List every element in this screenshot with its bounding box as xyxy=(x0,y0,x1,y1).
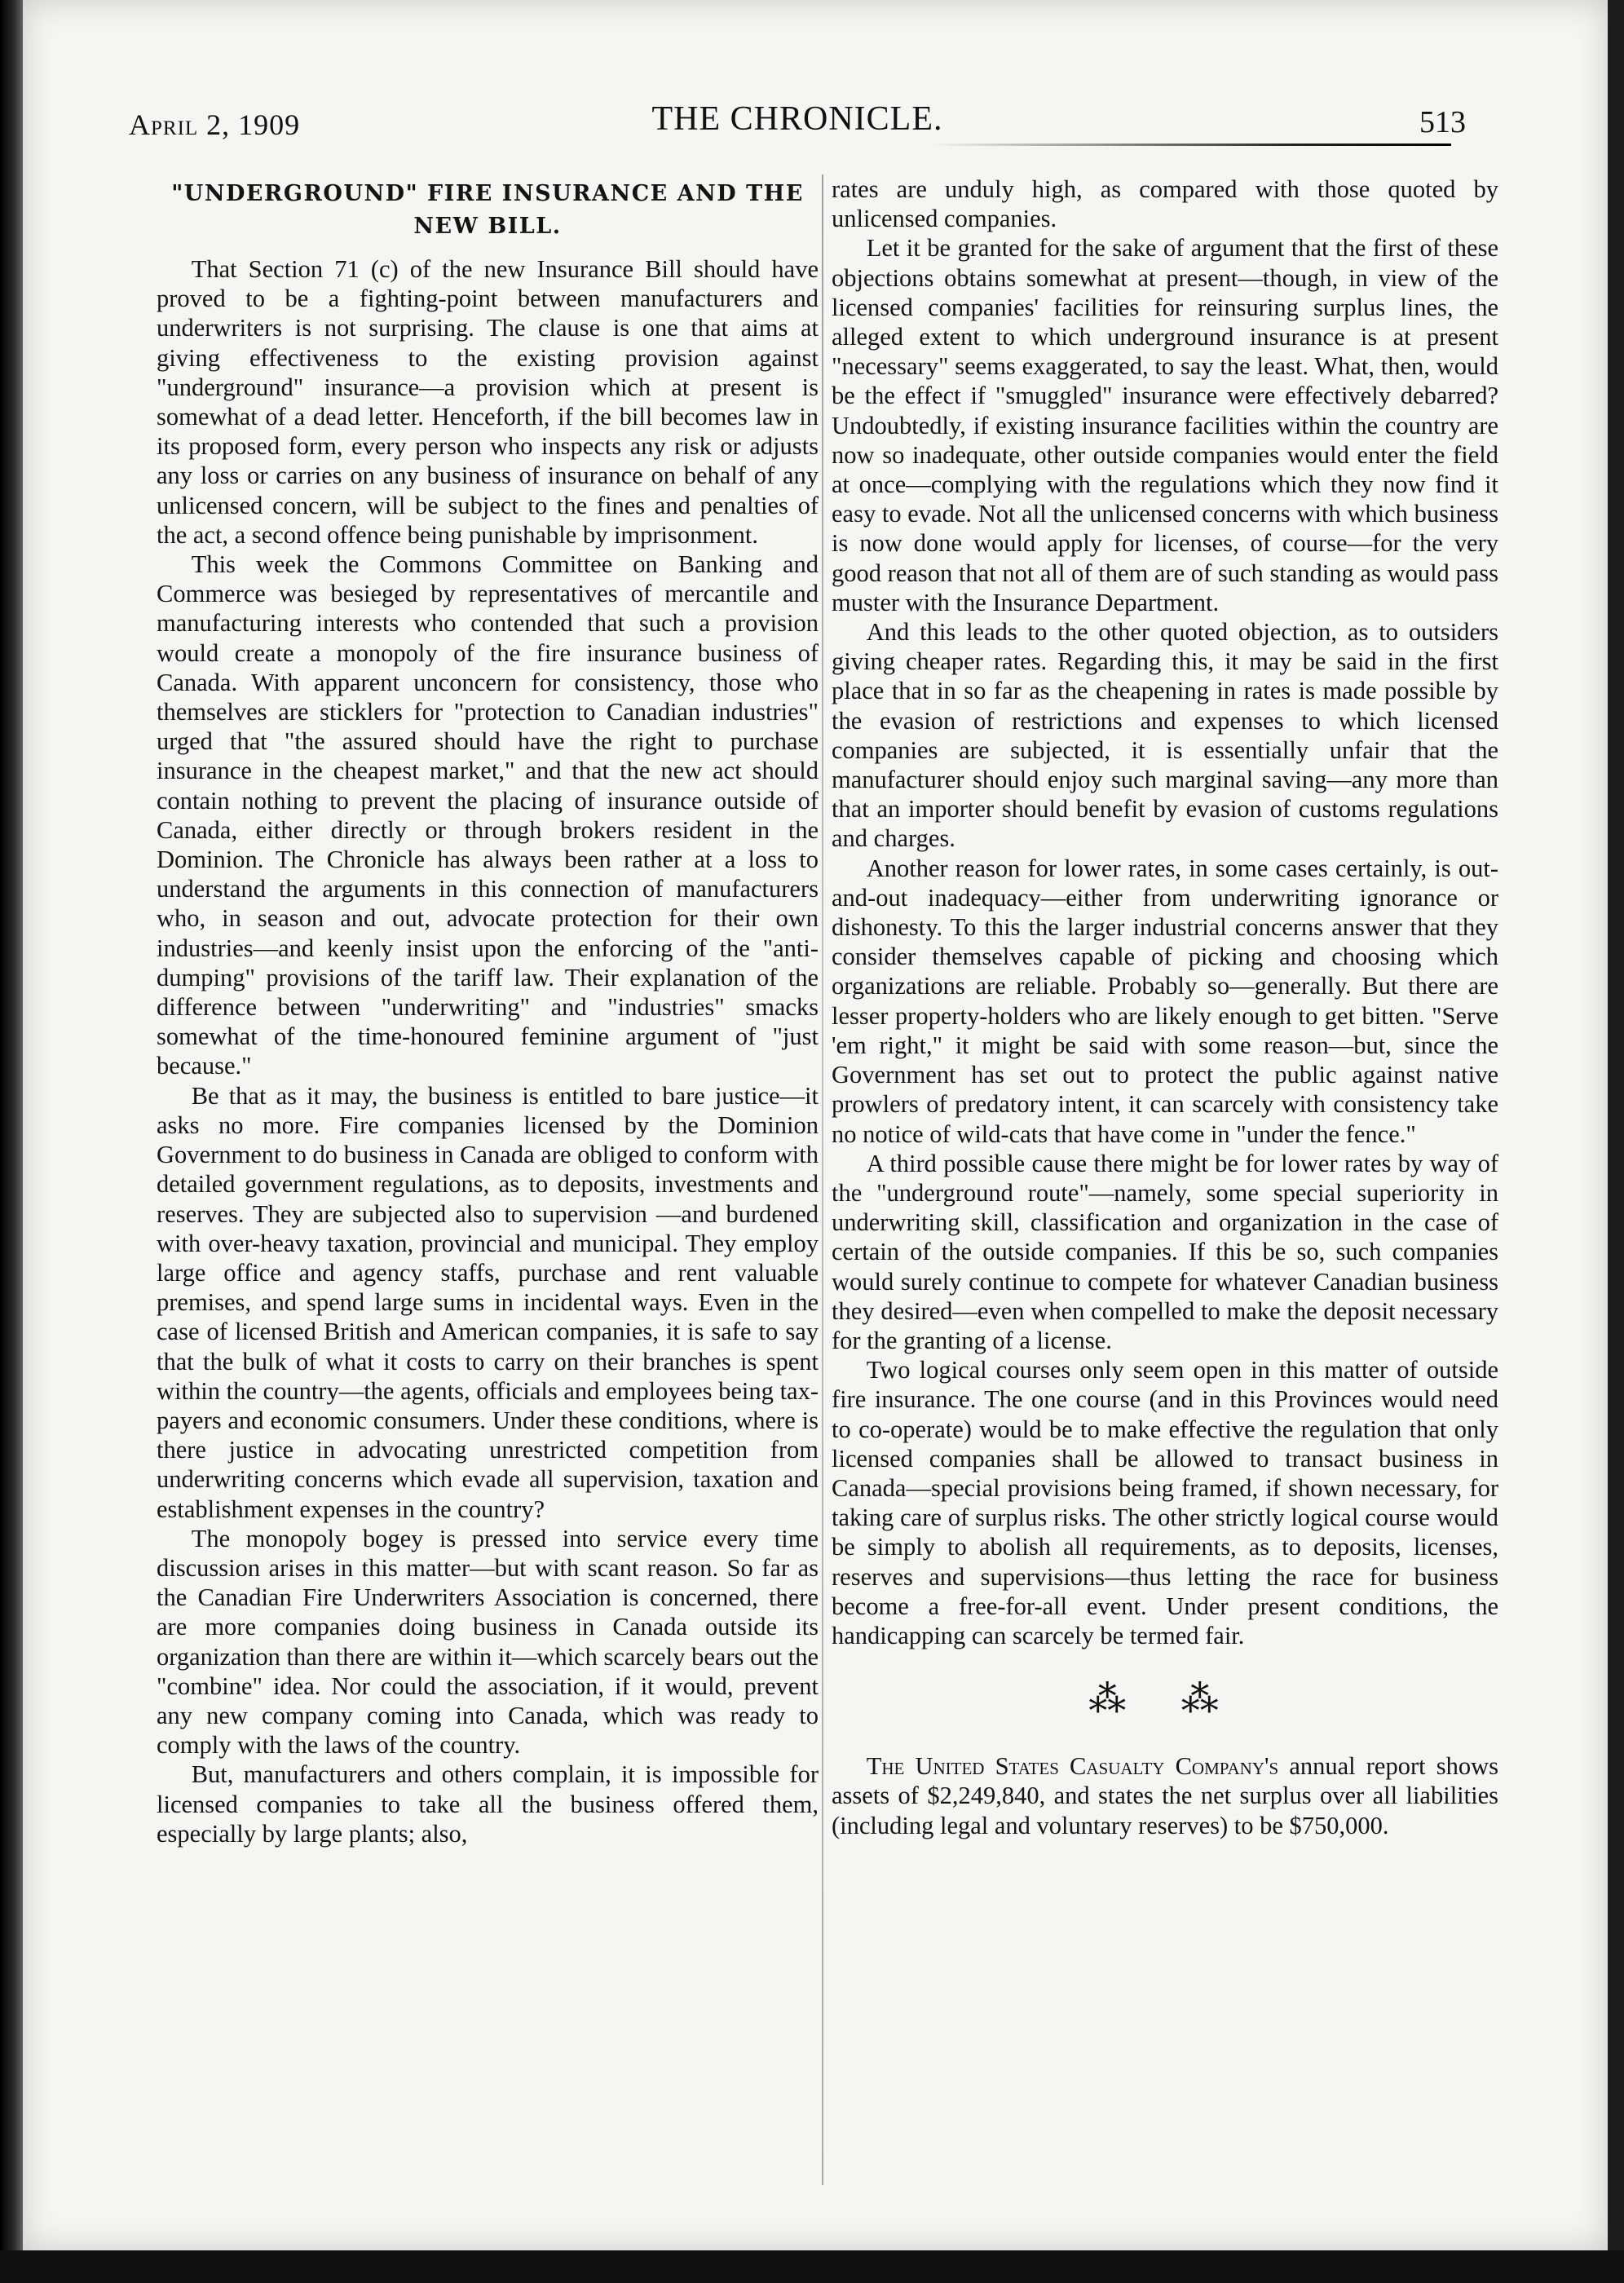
header-rule xyxy=(929,144,1451,146)
column-divider xyxy=(822,174,823,2185)
paragraph: Two logical courses only seem open in this matter of outside fire insurance. The one course (and in this Provinces would need to co-operate) would be to make effective the regulation that only licensed companies shall be allowed to transact business in Canada—special provisions being framed, if shown necessary, for taking care of surplus risks. The other strictly logical course would be simply to abolish all requirements, as to deposits, licenses, reserves and supervisions—thus letting the race for business become a free-for-all event. Under present conditions, the handicapping can scarcely be termed fair. xyxy=(832,1356,1498,1649)
paragraph: That Section 71 (c) of the new Insurance Bill should have proved to be a fighting-point between manufacturers and underwriters is not surprising. The clause is one that aims at giving effectiveness to the existing provision against "underground" insurance—a provision which at present is somewhat of a dead letter. Henceforth, if the bill becomes law in its proposed form, every person who inspects any risk or adjusts any loss or carries on any business of insurance on behalf of any unlicensed concern, will be subject to the fines and penalties of the act, a second offence being punishable by imprisonment. xyxy=(157,255,819,549)
news-note xyxy=(832,1751,1498,1840)
right-column xyxy=(832,174,1498,1840)
paragraph-continued: rates are unduly high, as compared with those quoted by unlicensed companies. xyxy=(832,175,1498,233)
paragraph: A third possible cause there might be for lower rates by way of the "underground route"—namely, some special superiority in underwriting skill, classification and organization in the case of certain of the outside companies. If this be so, such companies would surely continue to compete for whatever Canadian business they desired—even when compelled to make the deposit necessary for the granting of a license. xyxy=(832,1149,1498,1354)
article-title: "UNDERGROUND" FIRE INSURANCE AND THE NEW BILL. xyxy=(171,181,804,239)
publication-title: THE CHRONICLE. xyxy=(651,100,943,138)
paragraph: This week the Commons Committee on Banking and Commerce was besieged by representatives of mercantile and manufacturing interests who contended that such a provision would create a monopoly of the fire insurance business of Canada. With apparent unconcern for consistency, those who themselves are sticklers for "protection to Canadian industries" urged that "the assured should have the right to purchase insurance in the cheapest market," and that the new act should contain nothing to prevent the placing of insurance outside of Canada, either directly or through brokers resident in the Dominion. The Chronicle has always been rather at a loss to understand the arguments in this connection of manufacturers who, in season and out, advocate protection for their own industries—and keenly insist upon the enforcing of the "anti-dumping" provisions of the tariff law. Their explanation of the difference between "underwriting" and "industries" smacks somewhat of the time-honoured feminine argument of "just because." xyxy=(157,550,819,1080)
paragraph: The monopoly bogey is pressed into service every time discussion arises in this matter—but with scant reason. So far as the Canadian Fire Underwriters Association is concerned, there are more companies doing business in Canada outside its organization than there are within it—which scarcely bears out the "combine" idea. Nor could the association, if it would, prevent any new company coming into Canada, which was ready to comply with the laws of the country. xyxy=(157,1524,819,1760)
issue-date: April 2, 1909 xyxy=(129,108,301,141)
page-number: 513 xyxy=(1419,105,1466,139)
paragraph: And this leads to the other quoted objection, as to outsiders giving cheaper rates. Regarding this, it may be said in the first place that in so far as the cheapening in rates is made possible by the evasion of restrictions and expenses to which licensed companies are subjected, it is essentially unfair that the manufacturer should enjoy such marginal saving—any more than that an importer should benefit by evasion of customs regulations and charges. xyxy=(832,618,1498,853)
paragraph: But, manufacturers and others complain, it is impossible for licensed companies to take all the business offered them, especially by large plants; also, xyxy=(157,1760,819,1848)
note-paragraph xyxy=(832,1751,1498,1840)
scan-bottom-edge xyxy=(0,2250,1624,2283)
paragraph: Another reason for lower rates, in some cases certainly, is out-and-out inadequacy—either from underwriting ignorance or dishonesty. To this the larger industrial concerns answer that they consider themselves capable of picking and choosing which organizations are reliable. Probably so—generally. But there are lesser property-holders who are likely enough to get bitten. "Serve 'em right," it might be said with some reason—but, since the Government has set out to protect the public against native prowlers of predatory intent, it can scarcely with consistency take no notice of wild-cats that have come in "under the fence." xyxy=(832,854,1498,1148)
left-column xyxy=(157,174,819,1848)
paragraph: Let it be granted for the sake of argument that the first of these objections obtains somewhat at present—though, in view of the licensed companies' facilities for reinsuring surplus lines, the alleged extent to which underground insurance is at present "necessary" seems exaggerated, to say the least. What, then, would be the effect if "smuggled" insurance were effectively debarred? Undoubtedly, if existing insurance facilities within the country are now so inadequate, other outside companies would enter the field at once—complying with the regulations which they now find it easy to evade. Not all the unlicensed concerns with which business is now done would apply for licenses, of course—for the very good reason that not all of them are of such standing as would pass muster with the Insurance Department. xyxy=(832,234,1498,616)
section-ornament: ⁂ ⁂ xyxy=(1088,1678,1242,1720)
book-spine-shadow xyxy=(0,0,24,2283)
company-name: The United States Casualty Company's xyxy=(866,1752,1279,1781)
running-head xyxy=(129,99,1466,148)
paragraph: Be that as it may, the business is entitled to bare justice—it asks no more. Fire companies licensed by the Dominion Government to do business in Canada are obliged to conform with detailed government regulations, as to deposits, investments and reserves. They are subjected also to supervision —and burdened with over-heavy taxation, provincial and municipal. They employ large office and agency staffs, purchase and rent valuable premises, and spend large sums in incidental ways. Even in the case of licensed British and American companies, it is safe to say that the bulk of what it costs to carry on their branches is spent within the country—the agents, officials and employees being tax-payers and economic consumers. Under these conditions, where is there justice in advocating unrestricted competition from underwriting concerns which evade all supervision, taxation and establishment expenses in the country? xyxy=(157,1081,819,1523)
note-text: annual report shows assets of $2,249,840, and states the net surplus over all liabilities (including legal and voluntary reserves) to be $750,000. xyxy=(832,1752,1498,1839)
